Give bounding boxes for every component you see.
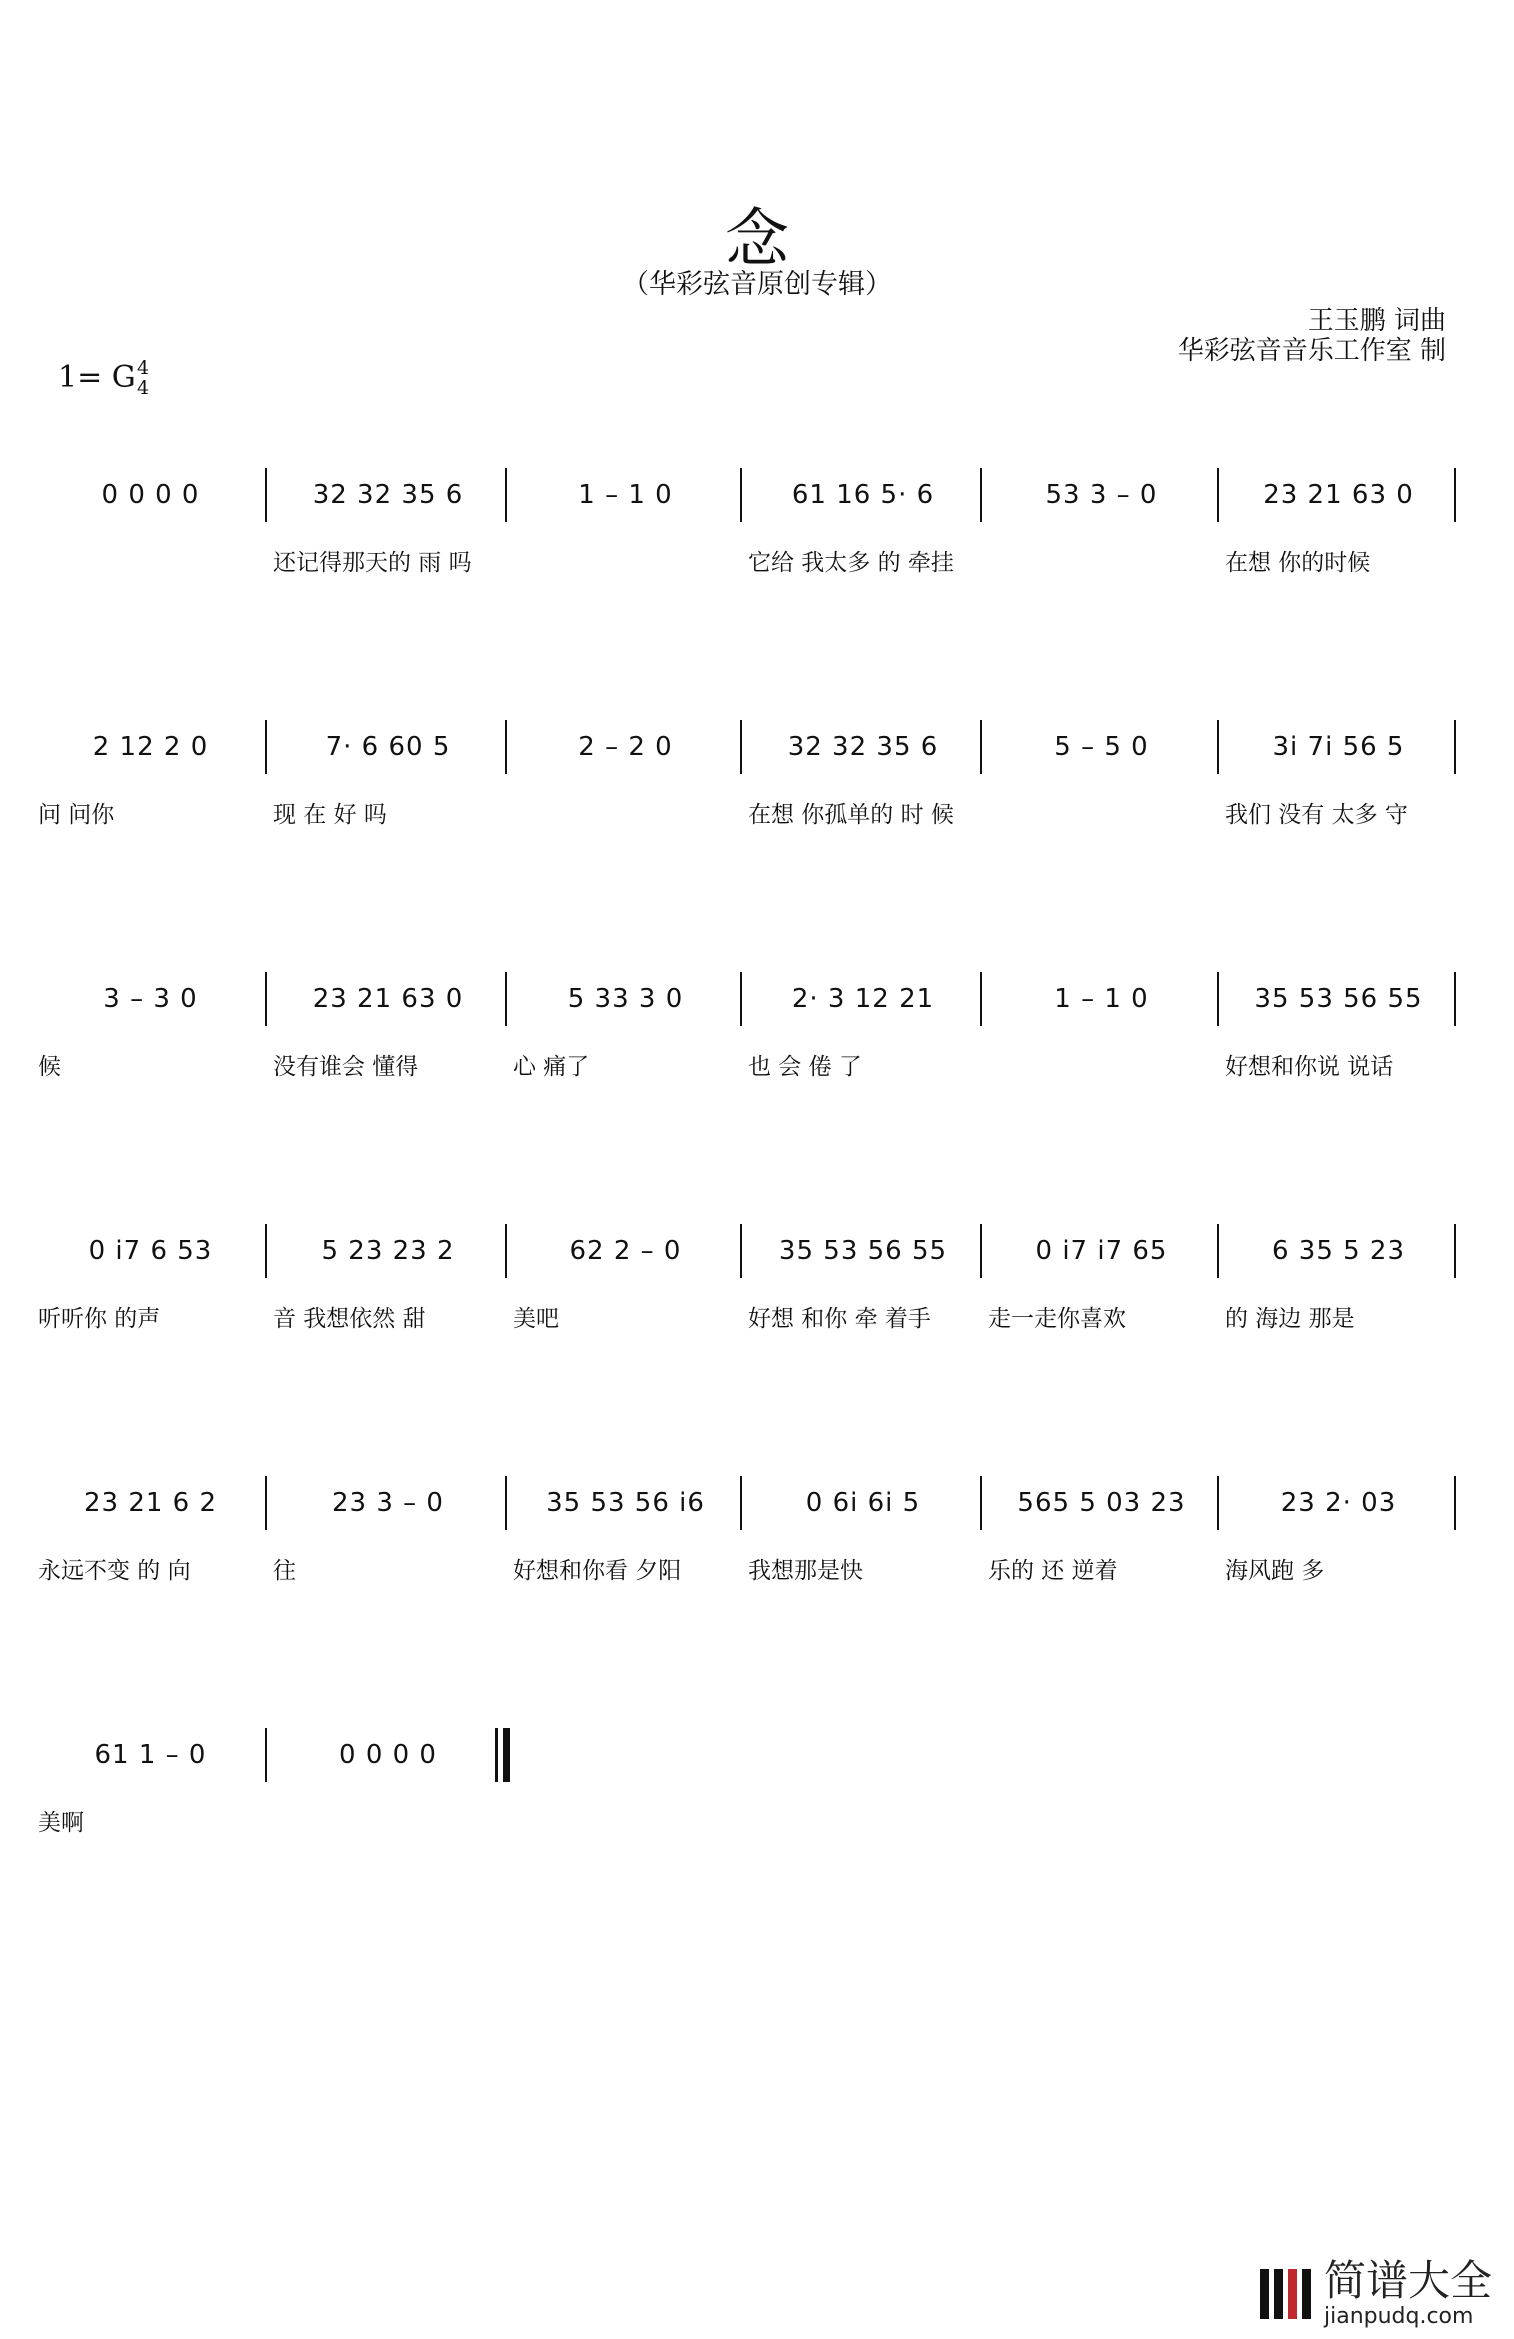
barline [740, 1476, 742, 1530]
measure [273, 972, 503, 1026]
brand-url: jianpudq.com [1323, 2304, 1474, 2329]
final-barline [503, 1728, 510, 1782]
measure-notes: 23 21 6 2 [83, 1488, 218, 1518]
barline [980, 720, 982, 774]
measure [38, 972, 263, 1026]
barline [265, 972, 267, 1026]
lyric-text: 在想 你的时候 [1225, 550, 1371, 576]
brand-name: 简谱大全 [1323, 2256, 1492, 2305]
time-signature [137, 358, 149, 398]
barline [505, 720, 507, 774]
measure [988, 1476, 1215, 1530]
piano-logo-icon [1260, 2269, 1318, 2319]
barline [1217, 1224, 1219, 1278]
staff-line [0, 1224, 1514, 1394]
measure-notes: 5 33 3 0 [567, 984, 684, 1014]
measure [273, 1728, 503, 1782]
album-subtitle: （华彩弦音原创专辑） [622, 269, 892, 300]
barline [265, 1224, 267, 1278]
barline [740, 720, 742, 774]
barline [505, 972, 507, 1026]
producer-credit: 华彩弦音音乐工作室 制 [1177, 336, 1446, 366]
lyric-text: 候 [38, 1054, 61, 1080]
lyric-text: 好想 和你 牵 着手 [748, 1306, 931, 1332]
barline [980, 1224, 982, 1278]
lyric-text: 它给 我太多 的 牵挂 [748, 550, 954, 576]
measure [513, 972, 738, 1026]
measure [1225, 1476, 1452, 1530]
barline [505, 1224, 507, 1278]
measure-notes: 23 21 63 0 [1263, 480, 1414, 510]
lyric-text: 海风跑 多 [1225, 1558, 1325, 1584]
measure [513, 1224, 738, 1278]
measure [748, 972, 978, 1026]
staff-line [0, 720, 1514, 890]
lyric-text: 好想和你看 夕阳 [513, 1558, 682, 1584]
measure-notes: 32 32 35 6 [312, 480, 464, 510]
barline [495, 1728, 498, 1782]
measure-notes: 2 12 2 0 [92, 732, 209, 762]
lyric-text: 音 我想依然 甜 [273, 1306, 426, 1332]
staff-line [0, 1476, 1514, 1646]
barline [1217, 1476, 1219, 1530]
barline [1454, 972, 1456, 1026]
measure-notes: 1 – 1 0 [1054, 984, 1149, 1014]
measure-notes: 32 32 35 6 [787, 732, 939, 762]
barline [740, 972, 742, 1026]
barline [265, 720, 267, 774]
measure-notes: 7· 6 60 5 [325, 732, 451, 762]
barline [265, 468, 267, 522]
lyric-text: 还记得那天的 雨 吗 [273, 550, 472, 576]
measure [1225, 720, 1452, 774]
measure [38, 1224, 263, 1278]
barline [740, 1224, 742, 1278]
measure-notes: 53 3 – 0 [1045, 480, 1158, 510]
measure [1225, 972, 1452, 1026]
measure [513, 1476, 738, 1530]
lyric-text: 心 痛了 [513, 1054, 590, 1080]
measure [273, 468, 503, 522]
barline [1454, 1476, 1456, 1530]
measure-notes: 23 2· 03 [1280, 1488, 1397, 1518]
barline [980, 468, 982, 522]
measure [988, 720, 1215, 774]
measure [1225, 1224, 1452, 1278]
measure-notes: 0 0 0 0 [339, 1740, 437, 1770]
lyric-text: 现 在 好 吗 [273, 802, 387, 828]
measure-notes: 1 – 1 0 [578, 480, 673, 510]
lyric-text: 好想和你说 说话 [1225, 1054, 1394, 1080]
lyric-text: 在想 你孤单的 时 候 [748, 802, 954, 828]
lyric-text: 往 [273, 1558, 296, 1584]
barline [1217, 972, 1219, 1026]
measure [273, 1224, 503, 1278]
measure [748, 468, 978, 522]
measure-notes: 62 2 – 0 [569, 1236, 682, 1266]
measure-notes: 0 0 0 0 [101, 480, 200, 510]
measure-notes: 0 i7 i7 65 [1035, 1236, 1168, 1266]
lyric-text: 听听你 的声 [38, 1306, 161, 1332]
measure [1225, 468, 1452, 522]
barline [265, 1476, 267, 1530]
barline [1454, 720, 1456, 774]
barline [265, 1728, 267, 1782]
composer-credit: 王玉鹏 词曲 [1307, 306, 1446, 336]
measure [38, 468, 263, 522]
measure-notes: 2 – 2 0 [578, 732, 673, 762]
lyric-text: 我们 没有 太多 守 [1225, 802, 1408, 828]
measure [748, 1476, 978, 1530]
key-signature: 1= G [58, 360, 136, 395]
lyric-text: 没有谁会 懂得 [273, 1054, 419, 1080]
measure [273, 1476, 503, 1530]
lyric-text: 的 海边 那是 [1225, 1306, 1355, 1332]
measure [38, 1476, 263, 1530]
measure-notes: 0 6i 6i 5 [805, 1488, 921, 1518]
measure-notes: 35 53 56 i6 [546, 1488, 705, 1518]
measure-notes: 61 1 – 0 [94, 1740, 207, 1770]
measure [748, 1224, 978, 1278]
meter-bottom: 4 [137, 377, 150, 399]
measure [38, 720, 263, 774]
barline [740, 468, 742, 522]
measure-notes: 0 i7 6 53 [88, 1236, 213, 1266]
lyric-text: 问 问你 [38, 802, 115, 828]
meter-top: 4 [137, 357, 150, 379]
measure [513, 468, 738, 522]
barline [1217, 720, 1219, 774]
barline [980, 972, 982, 1026]
measure-notes: 35 53 56 55 [778, 1236, 948, 1266]
staff-line [0, 468, 1514, 638]
measure-notes: 6 35 5 23 [1271, 1236, 1406, 1266]
song-title: 念 [725, 203, 789, 277]
measure [513, 720, 738, 774]
measure-notes: 5 23 23 2 [321, 1236, 455, 1266]
lyric-text: 走一走你喜欢 [988, 1306, 1126, 1332]
barline [1217, 468, 1219, 522]
measure-notes: 61 16 5· 6 [791, 480, 935, 510]
barline [1454, 468, 1456, 522]
lyric-text: 也 会 倦 了 [748, 1054, 862, 1080]
measure-notes: 565 5 03 23 [1017, 1488, 1186, 1518]
measure-notes: 35 53 56 55 [1254, 984, 1423, 1014]
measure [988, 1224, 1215, 1278]
measure-notes: 23 21 63 0 [312, 984, 464, 1014]
footer-watermark [1260, 2258, 1492, 2329]
measure [38, 1728, 263, 1782]
measure-notes: 3i 7i 56 5 [1272, 732, 1405, 762]
measure-notes: 3 – 3 0 [103, 984, 198, 1014]
measure [273, 720, 503, 774]
measure-notes: 5 – 5 0 [1054, 732, 1149, 762]
lyric-text: 美吧 [513, 1306, 559, 1332]
barline [505, 468, 507, 522]
lyric-text: 乐的 还 逆着 [988, 1558, 1118, 1584]
measure-notes: 2· 3 12 21 [791, 984, 935, 1014]
staff-line [0, 972, 1514, 1142]
lyric-text: 永远不变 的 向 [38, 1558, 191, 1584]
barline [980, 1476, 982, 1530]
measure [988, 468, 1215, 522]
measure [748, 720, 978, 774]
barline [505, 1476, 507, 1530]
measure-notes: 23 3 – 0 [332, 1488, 444, 1518]
measure [988, 972, 1215, 1026]
barline [1454, 1224, 1456, 1278]
lyric-text: 我想那是快 [748, 1558, 863, 1584]
lyric-text: 美啊 [38, 1810, 84, 1836]
staff-line [0, 1728, 1514, 1898]
